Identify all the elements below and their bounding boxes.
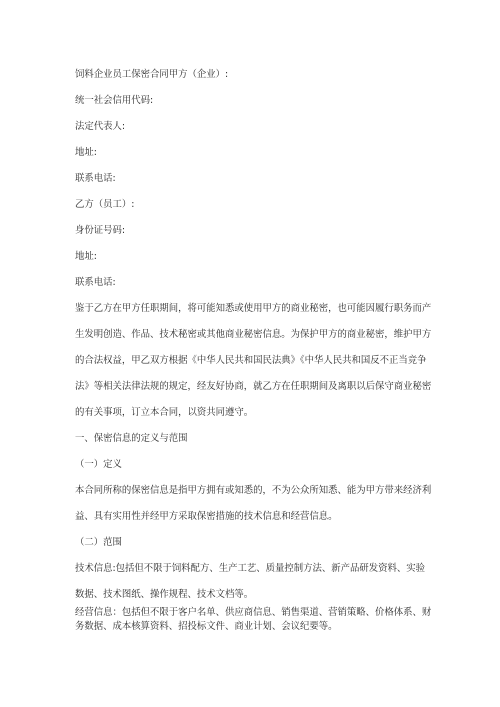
field-party-a bbox=[75, 68, 433, 94]
paragraph-line: 鉴于乙方在甲方任职期间，将可能知悉或使用甲方的商业秘密，也可能因履行职务而产 bbox=[75, 303, 432, 314]
paragraph-line: 数据、技术图纸、操作规程、技术文档等。 bbox=[75, 589, 254, 600]
paragraph-line: 的合法权益，甲乙双方根据《中华人民共和国民法典》《中华人民共和国反不正当竞争 bbox=[75, 355, 427, 366]
field-text: 饲料企业员工保密合同甲方（企业）: bbox=[75, 69, 229, 80]
heading-text: 一、保密信息的定义与范围 bbox=[75, 433, 188, 444]
subsection-heading-definition bbox=[75, 458, 433, 484]
field-text: 联系电话: bbox=[75, 277, 116, 288]
definition-paragraph bbox=[75, 484, 433, 536]
field-address-a bbox=[75, 146, 433, 172]
section-heading bbox=[75, 432, 433, 458]
paragraph-line: 的有关事项，订立本合同，以资共同遵守。 bbox=[75, 407, 254, 418]
heading-text: （一）定义 bbox=[75, 459, 122, 470]
paragraph-line: 法》等相关法律法规的规定，经友好协商，就乙方在任职期间及离职以后保守商业秘密 bbox=[75, 381, 432, 392]
biz-info-paragraph bbox=[75, 606, 433, 634]
field-text: 地址: bbox=[75, 251, 97, 262]
field-text: 地址: bbox=[75, 147, 97, 158]
field-party-b bbox=[75, 198, 433, 224]
paragraph-line: 本合同所称的保密信息是指甲方拥有或知悉的，不为公众所知悉、能为甲方带来经济利 bbox=[75, 485, 432, 496]
document-page bbox=[75, 68, 433, 634]
field-text: 身份证号码: bbox=[75, 225, 126, 236]
paragraph-line: 益、具有实用性并经甲方采取保密措施的技术信息和经营信息。 bbox=[75, 511, 338, 522]
field-text: 统一社会信用代码: bbox=[75, 95, 154, 106]
heading-text: （二）范围 bbox=[75, 537, 122, 548]
field-phone-a bbox=[75, 172, 433, 198]
field-credit-code bbox=[75, 94, 433, 120]
tech-info-paragraph bbox=[75, 562, 433, 606]
subsection-heading-scope bbox=[75, 536, 433, 562]
paragraph-line: 经营信息：包括但不限于客户名单、供应商信息、销售渠道、营销策略、价格体系、财 bbox=[75, 607, 432, 618]
field-phone-b bbox=[75, 276, 433, 302]
field-id-number bbox=[75, 224, 433, 250]
preamble-paragraph bbox=[75, 302, 433, 432]
paragraph-line: 务数据、成本核算资料、招投标文件、商业计划、会议纪要等。 bbox=[75, 621, 338, 632]
field-legal-rep bbox=[75, 120, 433, 146]
field-text: 法定代表人: bbox=[75, 121, 126, 132]
field-text: 乙方（员工）: bbox=[75, 199, 135, 210]
field-address-b bbox=[75, 250, 433, 276]
field-text: 联系电话: bbox=[75, 173, 116, 184]
paragraph-line: 技术信息:包括但不限于饲料配方、生产工艺、质量控制方法、新产品研发资料、实验 bbox=[75, 563, 426, 574]
paragraph-line: 生发明创造、作品、技术秘密或其他商业秘密信息。为保护甲方的商业秘密，维护甲方 bbox=[75, 329, 432, 340]
